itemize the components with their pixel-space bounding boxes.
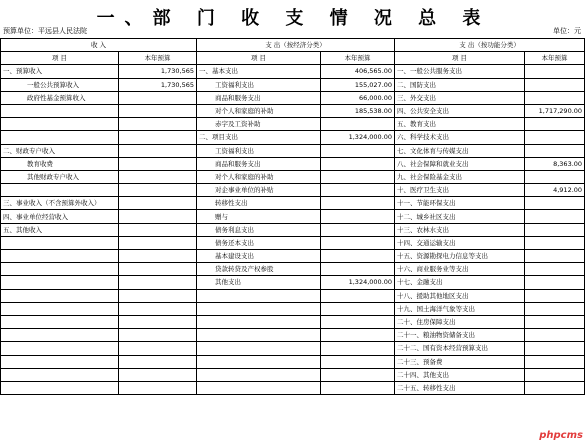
expense-economic-budget-cell [321, 263, 395, 276]
income-item-cell: 三、事业收入（不含预算外收入） [1, 197, 119, 210]
table-row [1, 250, 585, 263]
column-header-item: 项 目 [395, 52, 525, 65]
income-budget-cell [119, 104, 197, 117]
table-row [1, 170, 585, 183]
column-header-budget: 本年预算 [119, 52, 197, 65]
income-item-cell [1, 276, 119, 289]
table-row [1, 223, 585, 236]
income-budget-cell [119, 223, 197, 236]
expense-functional-item-cell: 八、社会保障和就业支出 [395, 157, 525, 170]
expense-functional-item-cell: 十二、城乡社区支出 [395, 210, 525, 223]
expense-functional-item-cell: 十九、国土海洋气象等支出 [395, 302, 525, 315]
expense-functional-item-cell: 二十一、粮油物资储备支出 [395, 329, 525, 342]
expense-economic-budget-cell: 1,324,000.00 [321, 131, 395, 144]
table-row [1, 342, 585, 355]
expense-economic-budget-cell: 406,565.00 [321, 65, 395, 78]
income-item-cell [1, 355, 119, 368]
table-row [1, 184, 585, 197]
expense-economic-item-cell: 债务利息支出 [197, 223, 321, 236]
table-row [1, 104, 585, 117]
income-item-cell [1, 131, 119, 144]
income-budget-cell [119, 184, 197, 197]
expense-economic-budget-cell [321, 210, 395, 223]
expense-functional-budget-cell: 8,363.00 [525, 157, 585, 170]
expense-economic-item-cell: 工资福利支出 [197, 144, 321, 157]
expense-functional-budget-cell [525, 65, 585, 78]
expense-functional-item-cell: 二十五、转移性支出 [395, 381, 525, 394]
income-item-cell [1, 368, 119, 381]
expense-functional-budget-cell [525, 78, 585, 91]
expense-economic-item-cell: 工资福利支出 [197, 78, 321, 91]
budget-unit-label: 预算单位：平远县人民法院 [3, 27, 87, 35]
expense-functional-item-cell: 二十二、国有资本经营预算支出 [395, 342, 525, 355]
table-row [1, 368, 585, 381]
expense-economic-item-cell: 基本建设支出 [197, 250, 321, 263]
expense-functional-budget-cell [525, 223, 585, 236]
income-item-cell: 政府性基金预算收入 [1, 91, 119, 104]
income-item-cell: 一、预算收入 [1, 65, 119, 78]
column-header-budget: 本年预算 [321, 52, 395, 65]
expense-functional-item-cell: 十七、金融支出 [395, 276, 525, 289]
expense-economic-item-cell: 贷款转贷及产权参股 [197, 263, 321, 276]
expense-economic-budget-cell [321, 170, 395, 183]
expense-functional-item-cell: 九、社会保险基金支出 [395, 170, 525, 183]
expense-economic-budget-cell [321, 157, 395, 170]
expense-functional-budget-cell [525, 329, 585, 342]
income-budget-cell [119, 118, 197, 131]
expense-economic-budget-cell [321, 223, 395, 236]
expense-functional-item-cell: 四、公共安全支出 [395, 104, 525, 117]
income-header: 收 入 [1, 39, 197, 52]
expense-economic-header: 支 出（按经济分类） [197, 39, 395, 52]
expense-functional-budget-cell [525, 315, 585, 328]
expense-economic-item-cell: 赠与 [197, 210, 321, 223]
income-budget-cell [119, 131, 197, 144]
expense-economic-budget-cell [321, 342, 395, 355]
expense-economic-budget-cell: 155,027.00 [321, 78, 395, 91]
expense-functional-budget-cell [525, 144, 585, 157]
income-item-cell [1, 315, 119, 328]
expense-economic-budget-cell [321, 250, 395, 263]
column-header-budget: 本年预算 [525, 52, 585, 65]
income-item-cell: 五、其他收入 [1, 223, 119, 236]
income-budget-cell [119, 144, 197, 157]
expense-functional-budget-cell [525, 289, 585, 302]
expense-functional-item-cell: 十六、商业服务业等支出 [395, 263, 525, 276]
income-budget-cell [119, 157, 197, 170]
table-row [1, 289, 585, 302]
expense-functional-item-cell: 一、一般公共服务支出 [395, 65, 525, 78]
expense-functional-budget-cell [525, 368, 585, 381]
income-item-cell [1, 263, 119, 276]
expense-functional-item-cell: 二十四、其他支出 [395, 368, 525, 381]
expense-functional-budget-cell [525, 91, 585, 104]
expense-economic-item-cell [197, 315, 321, 328]
expense-functional-budget-cell [525, 342, 585, 355]
table-row [1, 157, 585, 170]
expense-economic-budget-cell [321, 197, 395, 210]
table-body [1, 65, 585, 395]
table-row [1, 118, 585, 131]
income-budget-cell: 1,730,565 [119, 78, 197, 91]
expense-economic-item-cell [197, 342, 321, 355]
income-budget-cell [119, 197, 197, 210]
expense-economic-budget-cell: 66,000.00 [321, 91, 395, 104]
income-item-cell: 一般公共预算收入 [1, 78, 119, 91]
expense-economic-item-cell [197, 355, 321, 368]
table-row [1, 197, 585, 210]
income-item-cell [1, 250, 119, 263]
currency-unit-label: 单位：元 [553, 27, 581, 35]
income-item-cell [1, 381, 119, 394]
table-row [1, 65, 585, 78]
income-budget-cell: 1,730,565 [119, 65, 197, 78]
income-budget-cell [119, 289, 197, 302]
table-row [1, 276, 585, 289]
income-item-cell [1, 184, 119, 197]
expense-economic-item-cell: 二、项目支出 [197, 131, 321, 144]
column-header-item: 项 目 [197, 52, 321, 65]
table-row [1, 381, 585, 394]
expense-economic-item-cell: 赤字及工资补助 [197, 118, 321, 131]
table-row [1, 329, 585, 342]
table-row [1, 302, 585, 315]
expense-economic-budget-cell [321, 236, 395, 249]
income-budget-cell [119, 276, 197, 289]
income-item-cell [1, 342, 119, 355]
expense-functional-budget-cell [525, 381, 585, 394]
income-budget-cell [119, 91, 197, 104]
table-row [1, 263, 585, 276]
expense-functional-budget-cell [525, 170, 585, 183]
watermark-logo: phpcms [539, 430, 583, 441]
expense-functional-budget-cell [525, 118, 585, 131]
budget-summary-table [0, 38, 585, 395]
expense-functional-item-cell: 十八、援助其他地区支出 [395, 289, 525, 302]
expense-economic-item-cell: 商品和服务支出 [197, 157, 321, 170]
income-item-cell [1, 302, 119, 315]
table-row [1, 355, 585, 368]
table-row [1, 91, 585, 104]
income-item-cell [1, 118, 119, 131]
income-budget-cell [119, 342, 197, 355]
expense-functional-budget-cell [525, 210, 585, 223]
income-budget-cell [119, 170, 197, 183]
expense-economic-item-cell: 对个人和家庭的补助 [197, 104, 321, 117]
income-item-cell [1, 329, 119, 342]
income-budget-cell [119, 263, 197, 276]
income-item-cell [1, 104, 119, 117]
expense-functional-budget-cell [525, 302, 585, 315]
table-row [1, 78, 585, 91]
income-budget-cell [119, 210, 197, 223]
table-row [1, 315, 585, 328]
expense-functional-item-cell: 二十三、预备费 [395, 355, 525, 368]
expense-economic-budget-cell [321, 118, 395, 131]
income-item-cell: 四、事业单位经营收入 [1, 210, 119, 223]
expense-economic-item-cell: 对个人和家庭的补助 [197, 170, 321, 183]
expense-economic-item-cell [197, 368, 321, 381]
expense-economic-item-cell: 商品和服务支出 [197, 91, 321, 104]
expense-economic-item-cell [197, 289, 321, 302]
expense-economic-budget-cell: 185,538.00 [321, 104, 395, 117]
income-budget-cell [119, 355, 197, 368]
table-row [1, 236, 585, 249]
expense-functional-item-cell: 十三、农林水支出 [395, 223, 525, 236]
table-row [1, 131, 585, 144]
expense-functional-item-cell: 三、外交支出 [395, 91, 525, 104]
column-header-item: 项 目 [1, 52, 119, 65]
income-budget-cell [119, 250, 197, 263]
expense-functional-item-cell: 十一、节能环保支出 [395, 197, 525, 210]
table-row [1, 144, 585, 157]
expense-economic-budget-cell [321, 368, 395, 381]
income-budget-cell [119, 302, 197, 315]
expense-functional-item-cell: 十、医疗卫生支出 [395, 184, 525, 197]
income-budget-cell [119, 381, 197, 394]
expense-economic-budget-cell [321, 289, 395, 302]
expense-economic-item-cell: 债务还本支出 [197, 236, 321, 249]
expense-economic-budget-cell [321, 329, 395, 342]
expense-economic-budget-cell [321, 355, 395, 368]
expense-economic-item-cell: 其他支出 [197, 276, 321, 289]
expense-economic-budget-cell [321, 144, 395, 157]
page-title: 一、部 门 收 支 情 况 总 表 [96, 8, 491, 29]
expense-functional-budget-cell [525, 250, 585, 263]
expense-functional-header: 支 出（按功能分类） [395, 39, 585, 52]
income-item-cell [1, 289, 119, 302]
expense-functional-budget-cell: 1,717,290.00 [525, 104, 585, 117]
expense-functional-budget-cell [525, 197, 585, 210]
expense-functional-budget-cell [525, 355, 585, 368]
expense-economic-item-cell [197, 329, 321, 342]
expense-functional-item-cell: 六、科学技术支出 [395, 131, 525, 144]
expense-economic-item-cell: 转移性支出 [197, 197, 321, 210]
expense-functional-item-cell: 五、教育支出 [395, 118, 525, 131]
expense-functional-budget-cell [525, 236, 585, 249]
expense-economic-item-cell: 一、基本支出 [197, 65, 321, 78]
expense-functional-item-cell: 二、国防支出 [395, 78, 525, 91]
income-item-cell: 二、财政专户收入 [1, 144, 119, 157]
expense-economic-item-cell [197, 302, 321, 315]
expense-functional-item-cell: 十五、资源勘探电力信息等支出 [395, 250, 525, 263]
income-budget-cell [119, 329, 197, 342]
table-row [1, 210, 585, 223]
expense-functional-budget-cell [525, 276, 585, 289]
income-item-cell: 教育收费 [1, 157, 119, 170]
expense-economic-budget-cell [321, 381, 395, 394]
expense-economic-budget-cell [321, 302, 395, 315]
expense-functional-item-cell: 十四、交通运输支出 [395, 236, 525, 249]
income-budget-cell [119, 368, 197, 381]
expense-functional-item-cell: 二十、住房保障支出 [395, 315, 525, 328]
expense-functional-budget-cell [525, 131, 585, 144]
income-item-cell: 其他财政专户收入 [1, 170, 119, 183]
expense-functional-budget-cell [525, 263, 585, 276]
expense-functional-item-cell: 七、文化体育与传媒支出 [395, 144, 525, 157]
expense-economic-budget-cell [321, 184, 395, 197]
expense-functional-budget-cell: 4,912.00 [525, 184, 585, 197]
expense-economic-item-cell: 对企事业单位的补贴 [197, 184, 321, 197]
income-budget-cell [119, 236, 197, 249]
expense-economic-budget-cell: 1,324,000.00 [321, 276, 395, 289]
income-budget-cell [119, 315, 197, 328]
expense-economic-budget-cell [321, 315, 395, 328]
expense-economic-item-cell [197, 381, 321, 394]
income-item-cell [1, 236, 119, 249]
